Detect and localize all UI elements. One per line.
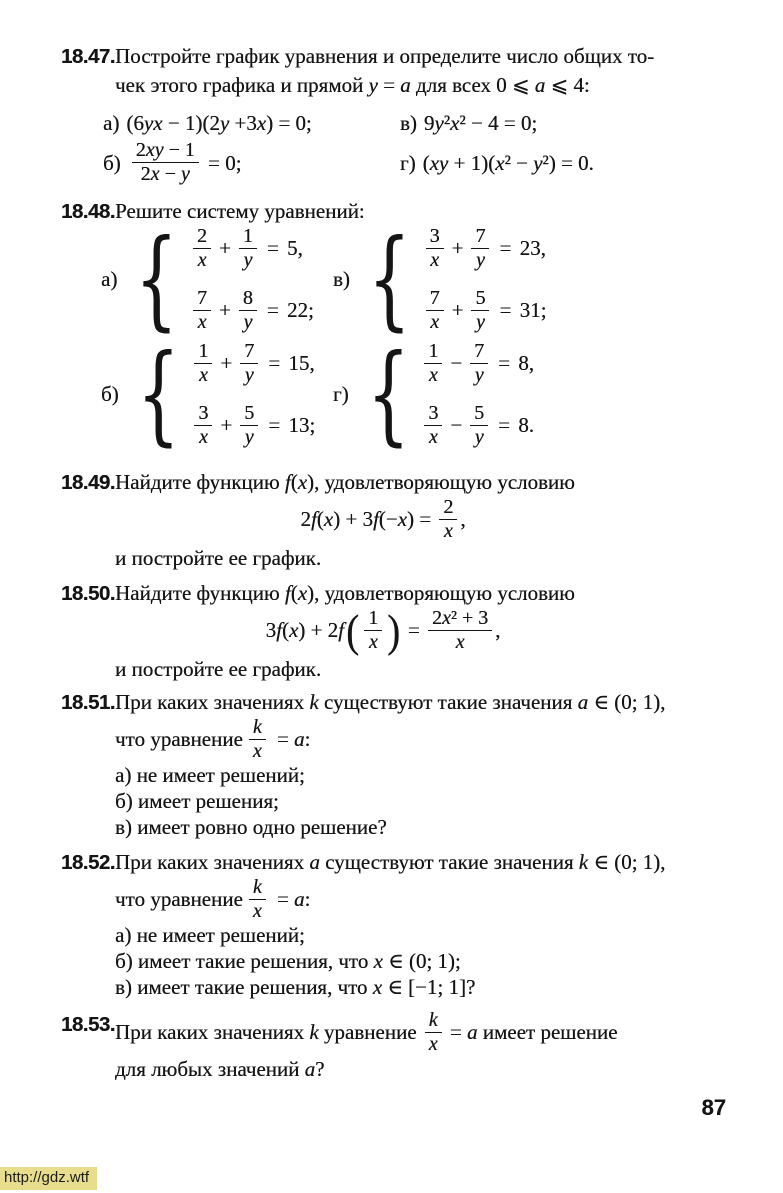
problem-header xyxy=(0,468,783,573)
math-text: = a: xyxy=(271,887,311,911)
problem-header xyxy=(0,848,783,1000)
statement-line-1: Найдите функцию f(x), удовлетворяющую условию xyxy=(115,470,575,494)
problem-header xyxy=(0,42,783,100)
fraction-denominator: y xyxy=(474,426,484,448)
equation-rhs: = 8. xyxy=(498,413,535,437)
problem-18-52 xyxy=(0,848,783,1000)
fraction-numerator: k xyxy=(249,877,266,900)
problem-header xyxy=(0,579,783,684)
problem-statement xyxy=(115,197,783,226)
subitem-v xyxy=(400,110,537,136)
fraction xyxy=(193,288,211,333)
math-text: = 0; xyxy=(202,150,242,175)
fraction xyxy=(424,341,442,386)
fraction xyxy=(439,497,457,542)
fraction-numerator: 2xy − 1 xyxy=(132,140,199,163)
fraction-numerator: k xyxy=(425,1010,442,1033)
equation xyxy=(193,288,314,333)
fraction-numerator: 3 xyxy=(424,403,442,426)
subitem-label: в) xyxy=(333,267,350,291)
formula xyxy=(115,497,729,542)
statement-line-2: чек этого графика и прямой y = a для всех 0 ⩽ a ⩽ 4: xyxy=(115,73,590,97)
equation-line xyxy=(115,877,729,922)
math-text: , xyxy=(460,507,466,531)
equation xyxy=(424,403,534,448)
equation-rhs: = 8, xyxy=(498,351,535,375)
fraction-denominator: x xyxy=(428,426,438,448)
subitem-b xyxy=(103,140,400,185)
fraction-numerator: k xyxy=(249,717,266,740)
fraction-numerator: 5 xyxy=(471,288,489,311)
fraction-numerator: 1 xyxy=(424,341,442,364)
operator: − xyxy=(450,413,463,437)
equations xyxy=(194,341,315,448)
fraction-denominator: y xyxy=(474,364,484,386)
problem-statement xyxy=(115,42,783,100)
math-text: 9y²x² − 4 = 0; xyxy=(423,111,538,135)
right-paren-glyph: ) xyxy=(387,604,401,656)
equation xyxy=(426,288,547,333)
fraction xyxy=(194,341,212,386)
fraction xyxy=(471,288,489,333)
operator: + xyxy=(220,351,233,375)
math-text: = a: xyxy=(271,727,311,751)
problem-18-50 xyxy=(0,579,783,684)
math-text: что уравнение xyxy=(115,887,243,911)
subitem-label: г) xyxy=(333,382,349,406)
fraction xyxy=(428,608,492,653)
problem-number: 18.49. xyxy=(61,471,115,494)
problem-header xyxy=(0,688,783,840)
equation-rhs: = 13; xyxy=(268,413,316,437)
fraction-denominator: x xyxy=(197,311,207,333)
problem-statement xyxy=(115,468,783,573)
fraction xyxy=(132,140,199,185)
subitem-label: б) xyxy=(101,382,119,406)
subitem-a: а) не имеет решений; xyxy=(115,763,305,787)
fraction xyxy=(425,1010,442,1055)
problem-header xyxy=(0,1010,783,1084)
subitem-label: г) xyxy=(400,150,416,175)
subitem-b: б) имеет такие решения, что x ∈ (0; 1); xyxy=(115,949,461,973)
fraction-denominator: y xyxy=(476,311,485,333)
fraction-denominator: x xyxy=(443,520,453,542)
fraction xyxy=(240,403,258,448)
fraction-denominator: x xyxy=(430,249,440,271)
equation-rhs: = 23, xyxy=(499,236,546,260)
fraction xyxy=(471,226,489,271)
equations xyxy=(193,226,314,333)
fraction-numerator: 1 xyxy=(194,341,212,364)
operator: + xyxy=(219,236,231,260)
math-text: 3f(x) + 2f xyxy=(265,618,344,642)
system-g xyxy=(333,331,535,457)
fraction-denominator: x xyxy=(368,631,378,653)
problem-18-49 xyxy=(0,468,783,573)
left-paren-glyph: ( xyxy=(346,604,360,656)
fraction-numerator: 7 xyxy=(193,288,211,311)
fraction xyxy=(239,288,257,333)
fraction xyxy=(364,608,382,653)
systems-row-1 xyxy=(101,216,783,342)
fraction xyxy=(470,403,488,448)
fraction-denominator: x xyxy=(252,740,262,762)
operator: + xyxy=(451,298,464,322)
problem-statement xyxy=(115,688,783,840)
problem-number: 18.48. xyxy=(61,200,115,223)
math-text: = a имеет решение xyxy=(444,1020,618,1044)
fraction xyxy=(249,717,266,762)
math-text: При каких значениях k уравнение xyxy=(115,1020,422,1044)
fraction-denominator: x xyxy=(428,1033,438,1055)
fraction-denominator: y xyxy=(244,426,254,448)
statement-line-1: При каких значениях a существуют такие значения k ∈ (0; 1), xyxy=(115,850,666,874)
fraction-denominator: x xyxy=(430,311,440,333)
math-text: = xyxy=(402,618,425,642)
fraction xyxy=(239,226,257,271)
fraction-numerator: 7 xyxy=(426,288,444,311)
fraction-denominator: x xyxy=(428,364,438,386)
fraction xyxy=(249,877,266,922)
problem-18-47 xyxy=(0,42,783,185)
subitems-row-1 xyxy=(103,110,783,136)
fraction-denominator: y xyxy=(476,249,485,271)
system-b xyxy=(101,331,333,457)
subitem-label: а) xyxy=(101,267,118,291)
problem-statement xyxy=(115,848,783,1000)
system-v xyxy=(333,216,547,342)
equation-rhs: = 22; xyxy=(266,298,314,322)
fraction xyxy=(426,288,444,333)
equations xyxy=(424,341,534,448)
subitem-a: а) не имеет решений; xyxy=(115,923,305,947)
subitem-b: б) имеет решения; xyxy=(115,789,279,813)
fraction-denominator: x xyxy=(198,426,208,448)
fraction-numerator: 3 xyxy=(426,226,444,249)
fraction-denominator: x xyxy=(198,364,208,386)
subitem-v: в) имеет ровно одно решение? xyxy=(115,815,387,839)
statement-line-1: Решите систему уравнений: xyxy=(115,199,365,223)
subitem-g xyxy=(400,140,594,185)
brace-glyph: { xyxy=(136,331,180,457)
systems-row-2 xyxy=(101,331,783,457)
operator: + xyxy=(219,298,231,322)
fraction-numerator: 5 xyxy=(470,403,488,426)
subitem-a xyxy=(103,110,400,136)
fraction xyxy=(426,226,444,271)
statement-line-1: Постройте график уравнения и определите число общих то- xyxy=(115,44,655,68)
subitem-label: б) xyxy=(103,150,121,175)
fraction-denominator: y xyxy=(244,364,254,386)
fraction-numerator: 1 xyxy=(239,226,257,249)
equation xyxy=(194,341,315,386)
fraction xyxy=(194,403,212,448)
problem-18-51 xyxy=(0,688,783,840)
statement-line-1: При каких значениях k существуют такие значения a ∈ (0; 1), xyxy=(115,690,666,714)
fraction xyxy=(193,226,211,271)
brace-glyph: { xyxy=(367,216,411,342)
problem-statement xyxy=(115,1010,783,1084)
subitem-label: в) xyxy=(400,111,417,135)
fraction-numerator: 7 xyxy=(470,341,488,364)
operator: + xyxy=(220,413,233,437)
operator: + xyxy=(451,236,464,260)
equation-rhs: = 5, xyxy=(266,236,303,260)
fraction-numerator: 2 xyxy=(439,497,457,520)
equation-rhs: = 31; xyxy=(499,298,547,322)
statement-line-1 xyxy=(115,1010,729,1055)
fraction-numerator: 7 xyxy=(471,226,489,249)
subitems-row-2 xyxy=(103,140,783,185)
problem-18-48 xyxy=(0,197,783,457)
brace-glyph: { xyxy=(135,216,178,342)
equation xyxy=(426,226,547,271)
fraction-numerator: 3 xyxy=(194,403,212,426)
problem-statement xyxy=(115,579,783,684)
fraction-denominator: y xyxy=(243,311,253,333)
equation-rhs: = 15, xyxy=(268,351,315,375)
fraction-denominator: x xyxy=(197,249,207,271)
problem-number: 18.52. xyxy=(61,851,115,874)
equations xyxy=(426,226,547,333)
problem-number: 18.53. xyxy=(61,1013,115,1036)
problem-18-53 xyxy=(0,1010,783,1084)
fraction-numerator: 2x² + 3 xyxy=(428,608,492,631)
statement-line-2: для любых значений a? xyxy=(115,1057,325,1081)
fraction-numerator: 2 xyxy=(193,226,211,249)
equation-line xyxy=(115,717,729,762)
operator: − xyxy=(450,351,463,375)
watermark-url: http://gdz.wtf xyxy=(0,1167,97,1190)
brace-glyph: { xyxy=(366,331,410,457)
problem-number: 18.47. xyxy=(61,45,115,68)
fraction-denominator: y xyxy=(243,249,253,271)
fraction xyxy=(424,403,442,448)
fraction-numerator: 1 xyxy=(364,608,382,631)
fraction-numerator: 7 xyxy=(240,341,258,364)
math-text: (6yx − 1)(2y +3x) = 0; xyxy=(126,111,312,135)
problem-number: 18.51. xyxy=(61,691,115,714)
fraction-denominator: x xyxy=(252,900,262,922)
fraction-numerator: 5 xyxy=(240,403,258,426)
closing-line: и постройте ее график. xyxy=(115,657,322,681)
fraction xyxy=(470,341,488,386)
math-text: 2f(x) + 3f(−x) = xyxy=(300,507,437,531)
page-number: 87 xyxy=(701,1095,726,1120)
fraction-numerator: 8 xyxy=(239,288,257,311)
equation xyxy=(424,341,534,386)
system-a xyxy=(101,216,333,342)
problem-number: 18.50. xyxy=(61,582,115,605)
subitem-label: а) xyxy=(103,111,120,135)
subitem-v: в) имеет такие решения, что x ∈ [−1; 1]? xyxy=(115,975,476,999)
formula xyxy=(115,604,729,656)
fraction xyxy=(240,341,258,386)
equation xyxy=(194,403,315,448)
statement-line-1: Найдите функцию f(x), удовлетворяющую условию xyxy=(115,581,575,605)
math-text: (xy + 1)(x² − y²) = 0. xyxy=(422,150,594,175)
fraction-denominator: 2x − y xyxy=(140,163,190,185)
fraction-denominator: x xyxy=(455,631,465,653)
closing-line: и постройте ее график. xyxy=(115,546,322,570)
math-text: что уравнение xyxy=(115,727,243,751)
math-text: , xyxy=(495,618,501,642)
equation xyxy=(193,226,314,271)
